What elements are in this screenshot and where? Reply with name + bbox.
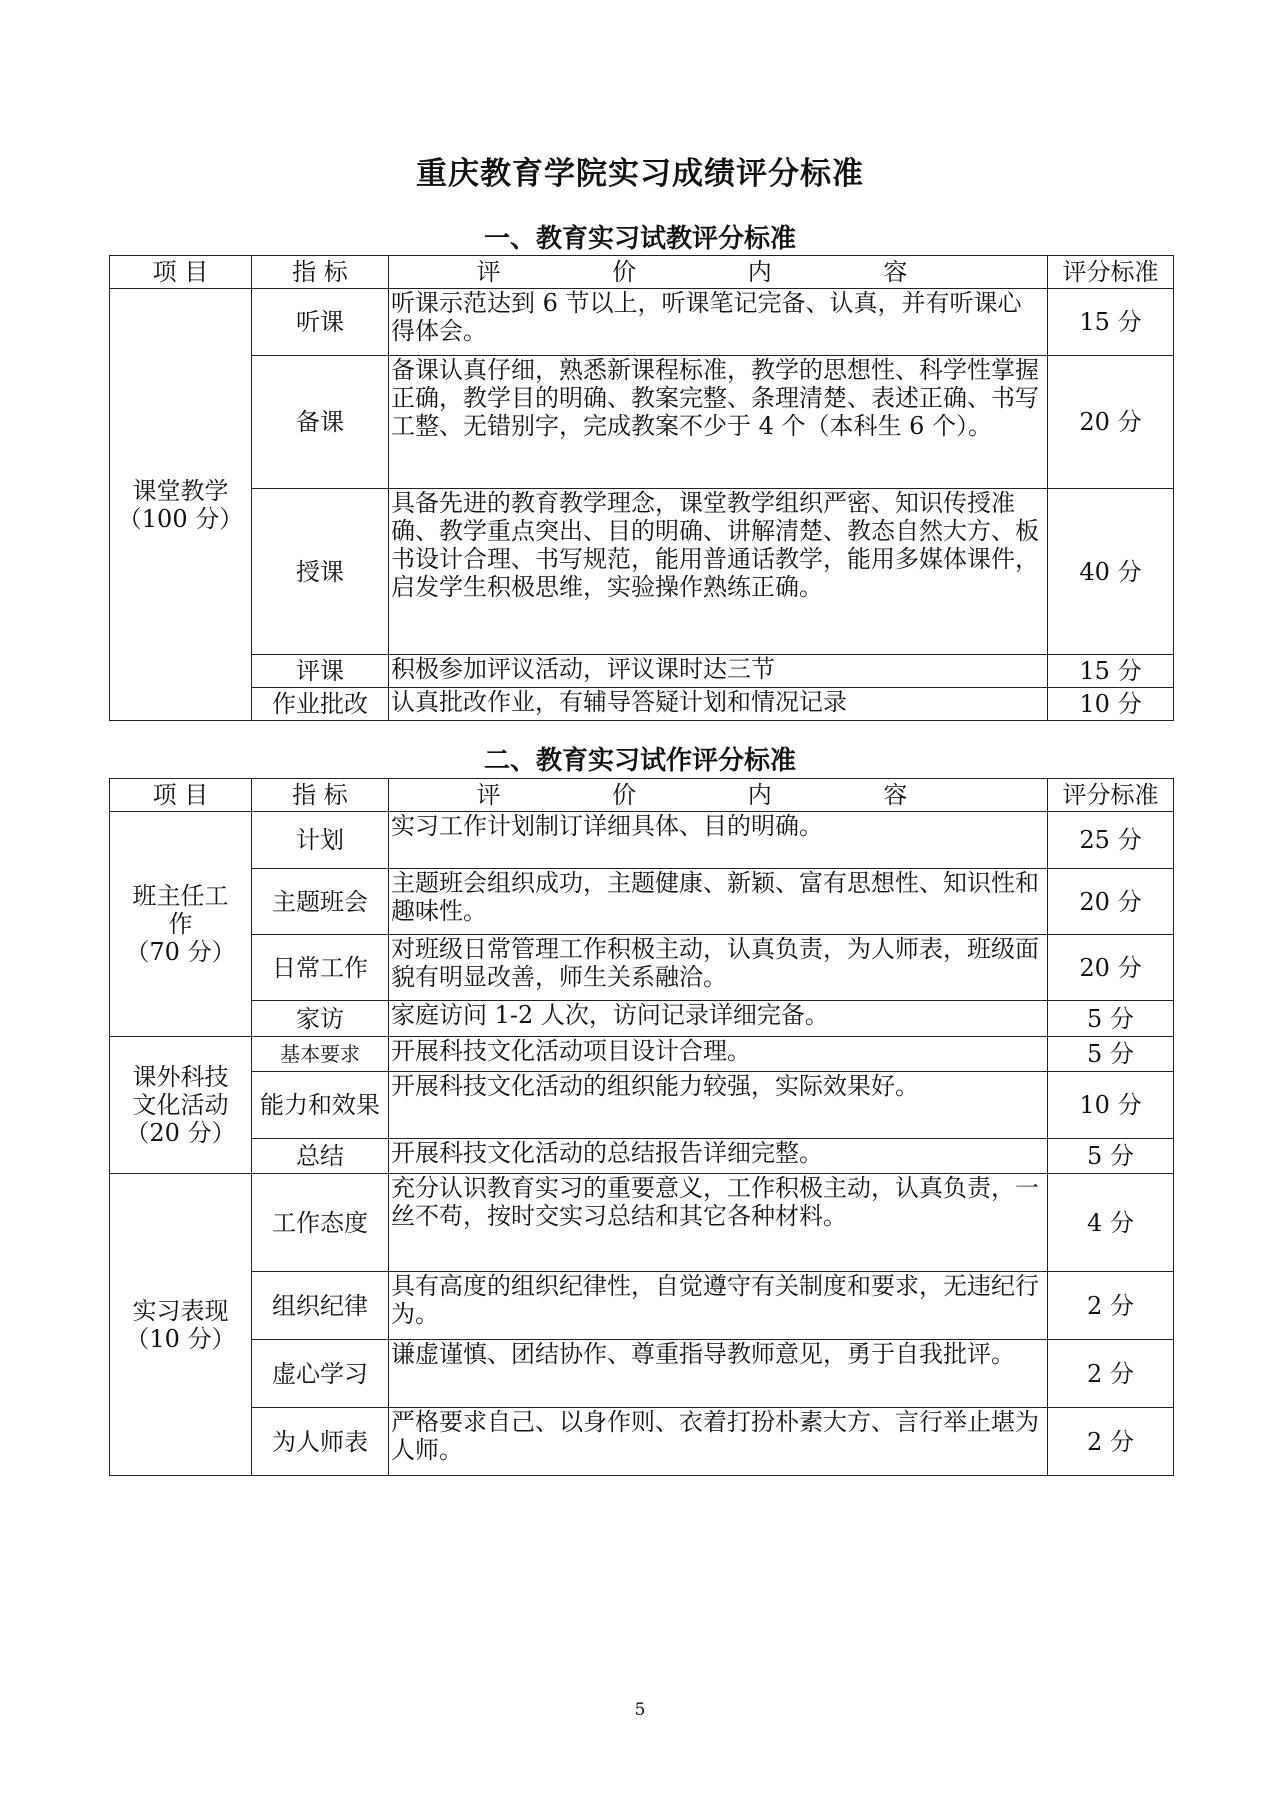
content-cell: 充分认识教育实习的重要意义，工作积极主动，认真负责，一丝不苟，按时交实习总结和其它各种材料。 (389, 1174, 1048, 1272)
group-project-cell (110, 1037, 252, 1174)
score-cell: 10 分 (1048, 1072, 1174, 1139)
indicator-cell: 基本要求 (252, 1037, 389, 1072)
score-cell: 4 分 (1048, 1174, 1174, 1272)
table-row (110, 935, 1174, 1001)
group-project-name: 班主任工 (132, 882, 229, 910)
score-cell: 5 分 (1048, 1037, 1174, 1072)
indicator-cell: 评课 (252, 655, 389, 688)
group-project-cell (110, 289, 252, 721)
content-cell: 谦虚谨慎、团结协作、尊重指导教师意见，勇于自我批评。 (389, 1340, 1048, 1408)
content-cell: 主题班会组织成功，主题健康、新颖、富有思想性、知识性和趣味性。 (389, 869, 1048, 935)
content-cell: 备课认真仔细，熟悉新课程标准，教学的思想性、科学性掌握正确，教学目的明确、教案完整、条理清楚、表述正确、书写工整、无错别字，完成教案不少于 4 个（本科生 6 个）。 (389, 356, 1048, 489)
score-cell: 20 分 (1048, 935, 1174, 1001)
indicator-cell: 计划 (252, 812, 389, 869)
content-cell: 具有高度的组织纪律性，自觉遵守有关制度和要求，无违纪行为。 (389, 1272, 1048, 1340)
table-row (110, 688, 1174, 721)
content-cell: 开展科技文化活动项目设计合理。 (389, 1037, 1048, 1072)
indicator-cell: 日常工作 (252, 935, 389, 1001)
content-cell: 实习工作计划制订详细具体、目的明确。 (389, 812, 1048, 869)
content-cell: 对班级日常管理工作积极主动，认真负责，为人师表，班级面貌有明显改善，师生关系融洽。 (389, 935, 1048, 1001)
table-row (110, 869, 1174, 935)
score-cell: 20 分 (1048, 356, 1174, 489)
table-row (110, 1408, 1174, 1476)
score-cell: 40 分 (1048, 489, 1174, 655)
work-score-table (109, 778, 1174, 1476)
page-title: 重庆教育学院实习成绩评分标准 (416, 156, 864, 192)
group-project-name: 实习表现 (132, 1296, 229, 1325)
indicator-cell: 备课 (252, 356, 389, 489)
group-project-subtotal: （100 分） (117, 504, 244, 533)
indicator-cell: 听课 (252, 289, 389, 356)
score-cell: 20 分 (1048, 869, 1174, 935)
score-cell: 2 分 (1048, 1272, 1174, 1340)
indicator-cell: 工作态度 (252, 1174, 389, 1272)
score-cell: 25 分 (1048, 812, 1174, 869)
content-cell: 积极参加评议活动，评议课时达三节 (389, 655, 1048, 688)
group-project-subtotal: （70 分） (125, 938, 236, 966)
group-project-subtotal: （10 分） (125, 1324, 236, 1353)
content-cell: 开展科技文化活动的总结报告详细完整。 (389, 1139, 1048, 1174)
group-project-subtotal: （20 分） (125, 1119, 236, 1147)
table-row (110, 655, 1174, 688)
indicator-cell: 虚心学习 (252, 1340, 389, 1408)
indicator-cell: 能力和效果 (252, 1072, 389, 1139)
indicator-cell: 为人师表 (252, 1408, 389, 1476)
content-cell: 具备先进的教育教学理念，课堂教学组织严密、知识传授准确、教学重点突出、目的明确、讲解清楚、教态自然大方、板书设计合理、书写规范，能用普通话教学，能用多媒体课件，启发学生积极思维，实验操作熟练正确。 (389, 489, 1048, 655)
table-row (110, 812, 1174, 869)
section-title-teaching: 一、教育实习试教评分标准 (483, 224, 796, 254)
score-cell: 2 分 (1048, 1408, 1174, 1476)
table-row (110, 289, 1174, 356)
indicator-cell: 家访 (252, 1001, 389, 1037)
table-row (110, 1072, 1174, 1139)
header-content: 评 价 内 容 (389, 256, 1048, 289)
table-row (110, 1340, 1174, 1408)
page-number: 5 (634, 1700, 646, 1720)
table-row (110, 1037, 1174, 1072)
header-score: 评分标准 (1048, 256, 1174, 289)
content-cell: 家庭访问 1-2 人次，访问记录详细完备。 (389, 1001, 1048, 1037)
group-project-name: 作 (168, 910, 193, 938)
content-cell: 听课示范达到 6 节以上，听课笔记完备、认真，并有听课心得体会。 (389, 289, 1048, 356)
table-row (110, 1272, 1174, 1340)
content-cell: 认真批改作业，有辅导答疑计划和情况记录 (389, 688, 1048, 721)
indicator-cell: 主题班会 (252, 869, 389, 935)
indicator-cell: 总结 (252, 1139, 389, 1174)
indicator-cell: 组织纪律 (252, 1272, 389, 1340)
content-cell: 严格要求自己、以身作则、衣着打扮朴素大方、言行举止堪为人师。 (389, 1408, 1048, 1476)
header-project: 项 目 (110, 779, 252, 812)
indicator-cell: 授课 (252, 489, 389, 655)
section-title-work: 二、教育实习试作评分标准 (483, 746, 796, 776)
table-row (110, 1174, 1174, 1272)
group-project-name: 课外科技 (132, 1063, 229, 1091)
score-cell: 5 分 (1048, 1139, 1174, 1174)
indicator-cell: 作业批改 (252, 688, 389, 721)
score-cell: 15 分 (1048, 289, 1174, 356)
table-row (110, 356, 1174, 489)
group-project-cell (110, 812, 252, 1037)
header-indicator: 指 标 (252, 779, 389, 812)
table-row (110, 1139, 1174, 1174)
table-row (110, 1001, 1174, 1037)
score-cell: 2 分 (1048, 1340, 1174, 1408)
content-cell: 开展科技文化活动的组织能力较强，实际效果好。 (389, 1072, 1048, 1139)
header-project: 项 目 (110, 256, 252, 289)
teaching-score-table (109, 255, 1174, 721)
table-header-row (110, 256, 1174, 289)
table-header-row (110, 779, 1174, 812)
group-project-name: 文化活动 (132, 1091, 229, 1119)
score-cell: 15 分 (1048, 655, 1174, 688)
header-content: 评 价 内 容 (389, 779, 1048, 812)
group-project-cell (110, 1174, 252, 1476)
group-project-name: 课堂教学 (132, 476, 229, 505)
score-cell: 5 分 (1048, 1001, 1174, 1037)
score-cell: 10 分 (1048, 688, 1174, 721)
header-score: 评分标准 (1048, 779, 1174, 812)
table-row (110, 489, 1174, 655)
header-indicator: 指 标 (252, 256, 389, 289)
